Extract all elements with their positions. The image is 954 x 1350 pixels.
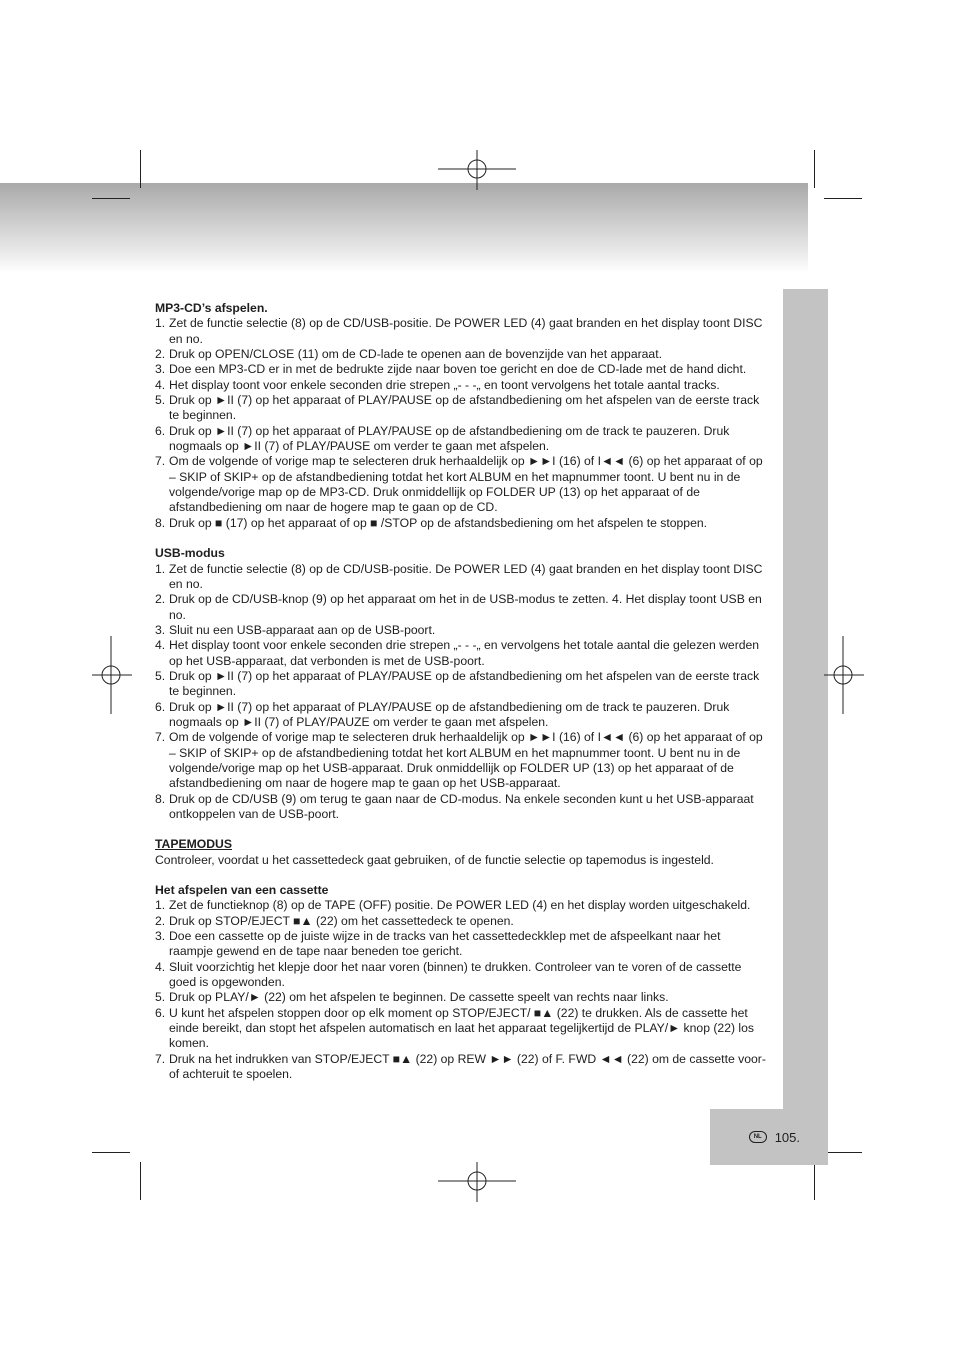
list-item: 7. Druk na het indrukken van STOP/EJECT ■▲ (22) op REW ►► (22) of F. FWD ◄◄ (22) om de cassette voor- of achteruit te spoelen. <box>155 1051 766 1082</box>
section-heading-usb: USB-modus <box>155 546 225 561</box>
registration-mark-icon <box>824 636 864 714</box>
list-item: 3. Doe een MP3-CD er in met de bedrukte zijde naar boven toe gericht en doe de CD-lade met de hand dicht. <box>155 362 747 377</box>
list-item: 2. Druk op de CD/USB-knop (9) op het apparaat om het in de USB-modus te zetten. 4. Het display toont USB en no. <box>155 592 762 622</box>
list-item: 1. Zet de functie selectie (8) op de CD/USB-positie. De POWER LED (4) gaat branden en het display toont DISC en no. <box>155 561 763 591</box>
list-item: 4. Het display toont voor enkele seconden drie strepen „- - -„ en toont vervolgens het totale aantal tracks. <box>155 377 720 392</box>
page-number-box <box>710 1109 828 1165</box>
list-item: 3. Sluit nu een USB-apparaat aan op de USB-poort. <box>155 622 436 637</box>
list-item: 8. Druk op ■ (17) op het apparaat of op ■ /STOP op de afstandsbediening om het afspelen te stoppen. <box>155 515 708 530</box>
list-item: 2. Druk op OPEN/CLOSE (11) om de CD-lade te openen aan de bovenzijde van het apparaat. <box>155 347 662 362</box>
crop-mark <box>92 198 130 199</box>
list-item: 7. Om de volgende of vorige map te selecteren druk herhaaldelijk op ►►I (16) of I◄◄ (6) op het apparaat of op – SKIP of SKIP+ op de afstandbediening totdat het kort ALBUM en het mapnummer toont. U bent nu in de volgende/vorige map op het USB-apparaat. Druk onmiddellijk op FOLDER UP (13) op het apparaat of de afstandbediening om naar de hogere map te gaan op het USB-apparaat. <box>155 730 763 791</box>
usb-steps-list <box>155 562 767 823</box>
list-item: 6. Druk op ►II (7) op het apparaat of PLAY/PAUSE op de afstandbediening om de track te pauzeren. Druk nogmaals op ►II (7) of PLAY/PAUZE om verder te gaan met afspelen. <box>155 699 730 729</box>
crop-mark <box>140 150 141 188</box>
list-item: 8. Druk op de CD/USB (9) om terug te gaan naar de CD-modus. Na enkele seconden kunt u het USB-apparaat ontkoppelen van de USB-poort. <box>155 791 754 821</box>
registration-mark-icon <box>92 636 132 714</box>
list-item: 4. Het display toont voor enkele seconden drie strepen „- - -„ en vervolgens het totale aantal die gelezen werden op het USB-apparaat, dat verbonden is met de USB-poort. <box>155 638 760 668</box>
list-item: 4. Sluit voorzichtig het klepje door het naar voren (binnen) te drukken. Controleer van te voren of de cassette goed is opgewonden. <box>155 959 742 990</box>
mp3-steps-list <box>155 316 767 531</box>
section-heading-tape: TAPEMODUS <box>155 837 232 852</box>
registration-mark-icon <box>438 150 516 190</box>
cassette-steps-list <box>155 898 767 1082</box>
list-item: 5. Druk op PLAY/► (22) om het afspelen te beginnen. De cassette speelt van rechts naar links. <box>155 990 669 1005</box>
crop-mark <box>814 150 815 188</box>
language-badge: NL <box>749 1131 767 1143</box>
registration-mark-icon <box>438 1162 516 1202</box>
list-item: 3. Doe een cassette op de juiste wijze in de tracks van het cassettedeckklep met de afspeelkant naar het raampje gewend en de tape naar beneden toe gericht. <box>155 929 721 959</box>
list-item: 1. Zet de functieknop (8) op de TAPE (OFF) positie. De POWER LED (4) en het display worden uitgeschakeld. <box>155 898 751 913</box>
crop-mark <box>824 198 862 199</box>
list-item: 5. Druk op ►II (7) op het apparaat of PLAY/PAUSE op de afstandbediening om het afspelen van de eerste track te beginnen. <box>155 393 760 423</box>
crop-mark <box>824 1152 862 1153</box>
crop-mark <box>814 1162 815 1200</box>
page-number: 105. <box>774 1129 800 1145</box>
list-item: 5. Druk op ►II (7) op het apparaat of PLAY/PAUSE op de afstandbediening om het afspelen van de eerste track te beginnen. <box>155 668 760 699</box>
main-content <box>155 301 767 1083</box>
section-heading-mp3: MP3-CD’s afspelen. <box>155 301 268 315</box>
list-item: 6. Druk op ►II (7) op het apparaat of PLAY/PAUSE op de afstandbediening om de track te pauzeren. Druk nogmaals op ►II (7) of PLAY/PAUSE om verder te gaan met afspelen. <box>155 423 730 454</box>
crop-mark <box>92 1152 130 1153</box>
list-item: 7. Om de volgende of vorige map te selecteren druk herhaaldelijk op ►►I (16) of I◄◄ (6) op het apparaat of op – SKIP of SKIP+ op de afstandbediening totdat het kort ALBUM en het mapnummer toont. U bent nu in de volgende/vorige map op de MP3-CD. Druk onmiddellijk op FOLDER UP (13) op het apparaat of de afstandbediening om naar de hogere map te gaan op de CD. <box>155 454 763 515</box>
side-tab <box>783 289 828 1109</box>
tape-intro: Controleer, voordat u het cassettedeck gaat gebruiken, of de functie selectie op tapemodus is ingesteld. <box>155 852 714 867</box>
header-gradient-band <box>0 183 808 273</box>
list-item: 6. U kunt het afspelen stoppen door op elk moment op STOP/EJECT/ ■▲ (22) te drukken. Als de cassette het einde bereikt, dan stopt het afspelen automatisch en laat het apparaat tegelijkertijd de PLAY/► knop (22) los komen. <box>155 1005 755 1051</box>
list-item: 2. Druk op STOP/EJECT ■▲ (22) om het cassettedeck te openen. <box>155 913 514 928</box>
section-heading-cassette: Het afspelen van een cassette <box>155 883 329 898</box>
list-item: 1. Zet de functie selectie (8) op de CD/USB-positie. De POWER LED (4) gaat branden en het display toont DISC en no. <box>155 316 763 346</box>
crop-mark <box>140 1162 141 1200</box>
